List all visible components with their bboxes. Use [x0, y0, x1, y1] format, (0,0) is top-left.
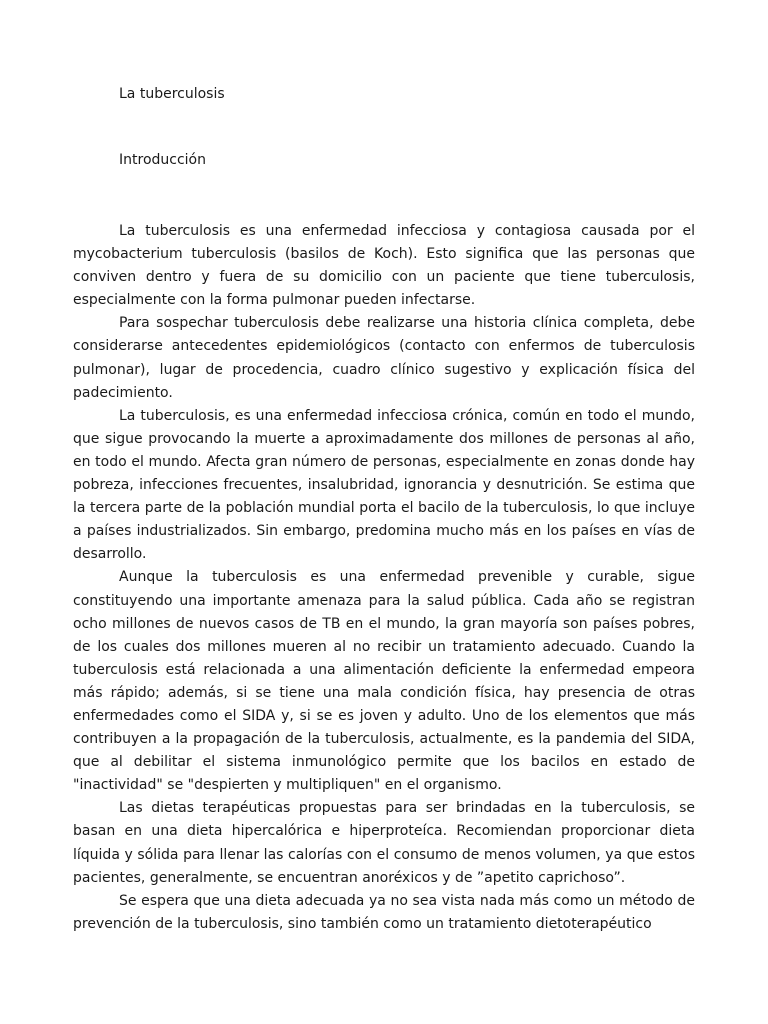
document-title: La tuberculosis [119, 86, 225, 102]
section-heading: Introducción [119, 152, 206, 168]
paragraph: Para sospechar tuberculosis debe realizarse una historia clínica completa, debe considerarse antecedentes epidemiológicos (contacto con enfermos de tuberculosis pulmonar), lugar de procedencia, cuadro clínico sugestivo y explicación física del padecimiento. [73, 315, 695, 401]
document-body [73, 220, 695, 936]
paragraph: La tuberculosis es una enfermedad infecciosa y contagiosa causada por el mycobacterium tuberculosis (basilos de Koch). Esto significa que las personas que conviven dentro y fuera de su domicilio con un paciente que tiene tuberculosis, especialmente con la forma pulmonar pueden infectarse. [73, 223, 695, 309]
paragraph: Las dietas terapéuticas propuestas para ser brindadas en la tuberculosis, se basan en una dieta hipercalórica e hiperproteíca. Recomiendan proporcionar dieta líquida y sólida para llenar las calorías con el consumo de menos volumen, ya que estos pacientes, generalmente, se encuentran anoréxicos y de ”apetito caprichoso”. [73, 800, 695, 886]
paragraph: Aunque la tuberculosis es una enfermedad prevenible y curable, sigue constituyendo una importante amenaza para la salud pública. Cada año se registran ocho millones de nuevos casos de TB en el mundo, la gran mayoría son países pobres, de los cuales dos millones mueren al no recibir un tratamiento adecuado. Cuando la tuberculosis está relacionada a una alimentación deficiente la enfermedad empeora más rápido; además, si se tiene una mala condición física, hay presencia de otras enfermedades como el SIDA y, si se es joven y adulto. Uno de los elementos que más contribuyen a la propagación de la tuberculosis, actualmente, es la pandemia del SIDA, que al debilitar el sistema inmunológico permite que los bacilos en estado de "inactividad" se "despierten y multipliquen" en el organismo. [73, 569, 695, 794]
paragraph: Se espera que una dieta adecuada ya no sea vista nada más como un método de prevención de la tuberculosis, sino también como un tratamiento dietoterapéutico [73, 892, 695, 932]
paragraph: La tuberculosis, es una enfermedad infecciosa crónica, común en todo el mundo, que sigue provocando la muerte a aproximadamente dos millones de personas al año, en todo el mundo. Afecta gran número de personas, especialmente en zonas donde hay pobreza, infecciones frecuentes, insalubridad, ignorancia y desnutrición. Se estima que la tercera parte de la población mundial porta el bacilo de la tuberculosis, lo que incluye a países industrializados. Sin embargo, predomina mucho más en los países en vías de desarrollo. [73, 407, 695, 563]
